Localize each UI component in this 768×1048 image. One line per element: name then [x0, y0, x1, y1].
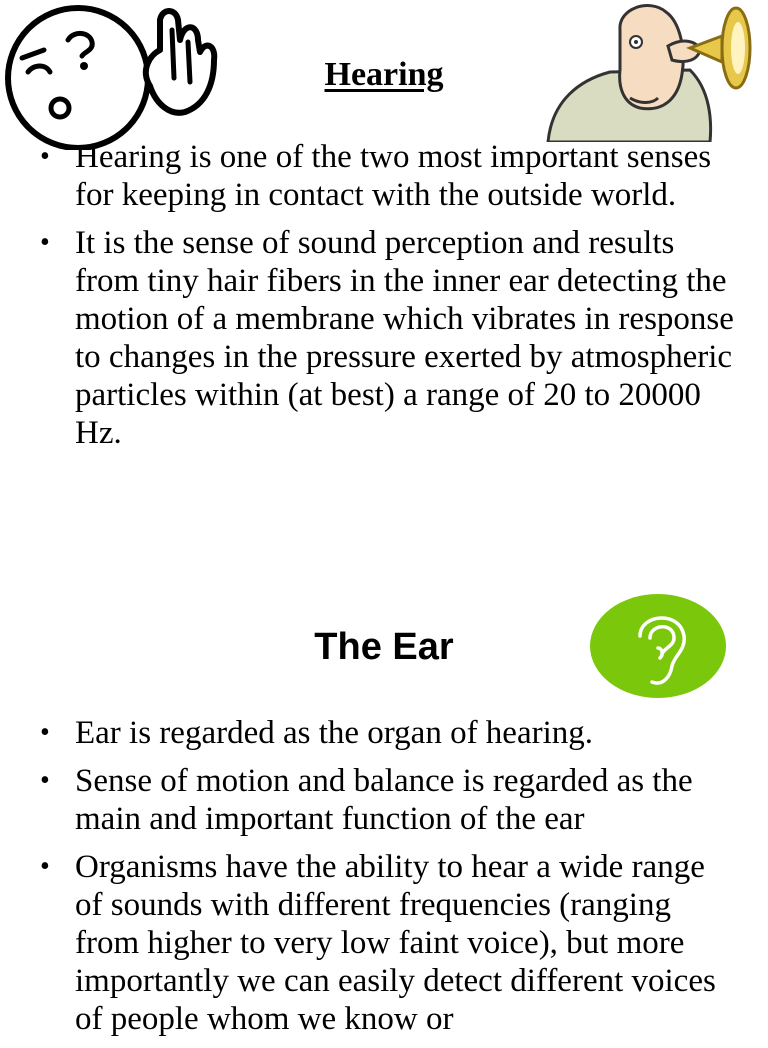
ear-badge-icon	[588, 592, 730, 702]
page-title-hearing: Hearing	[324, 56, 444, 93]
list-item-text: Hearing is one of the two most important senses for keeping in contact with the outside world.	[75, 139, 712, 213]
list-item	[34, 224, 734, 452]
list-item	[34, 714, 734, 752]
list-item	[34, 138, 734, 214]
list-item-text: Sense of motion and balance is regarded as the main and important function of the ear	[75, 763, 693, 837]
ear-bullet-list	[34, 714, 734, 1048]
list-item-text: It is the sense of sound perception and results from tiny hair fibers in the inner ear detecting the motion of a membrane which vibrates in response to changes in the pressure exerted by atmospheric particles within (at best) a range of 20 to 20000 Hz.	[75, 225, 734, 451]
section-title-ear: The Ear	[314, 626, 454, 668]
bullet-marker: •	[40, 141, 50, 172]
bullet-marker: •	[40, 717, 50, 748]
hearing-bullet-list	[34, 138, 734, 462]
list-item-text: Ear is regarded as the organ of hearing.	[75, 715, 594, 751]
list-item	[34, 762, 734, 838]
list-item	[34, 848, 734, 1038]
list-item-text: Organisms have the ability to hear a wide range of sounds with different frequencies (ranging from higher to very low faint voice), but more importantly we can easily detect different voices of people whom we know or	[75, 849, 716, 1037]
bullet-marker: •	[40, 227, 50, 258]
bullet-marker: •	[40, 851, 50, 882]
bullet-marker: •	[40, 765, 50, 796]
